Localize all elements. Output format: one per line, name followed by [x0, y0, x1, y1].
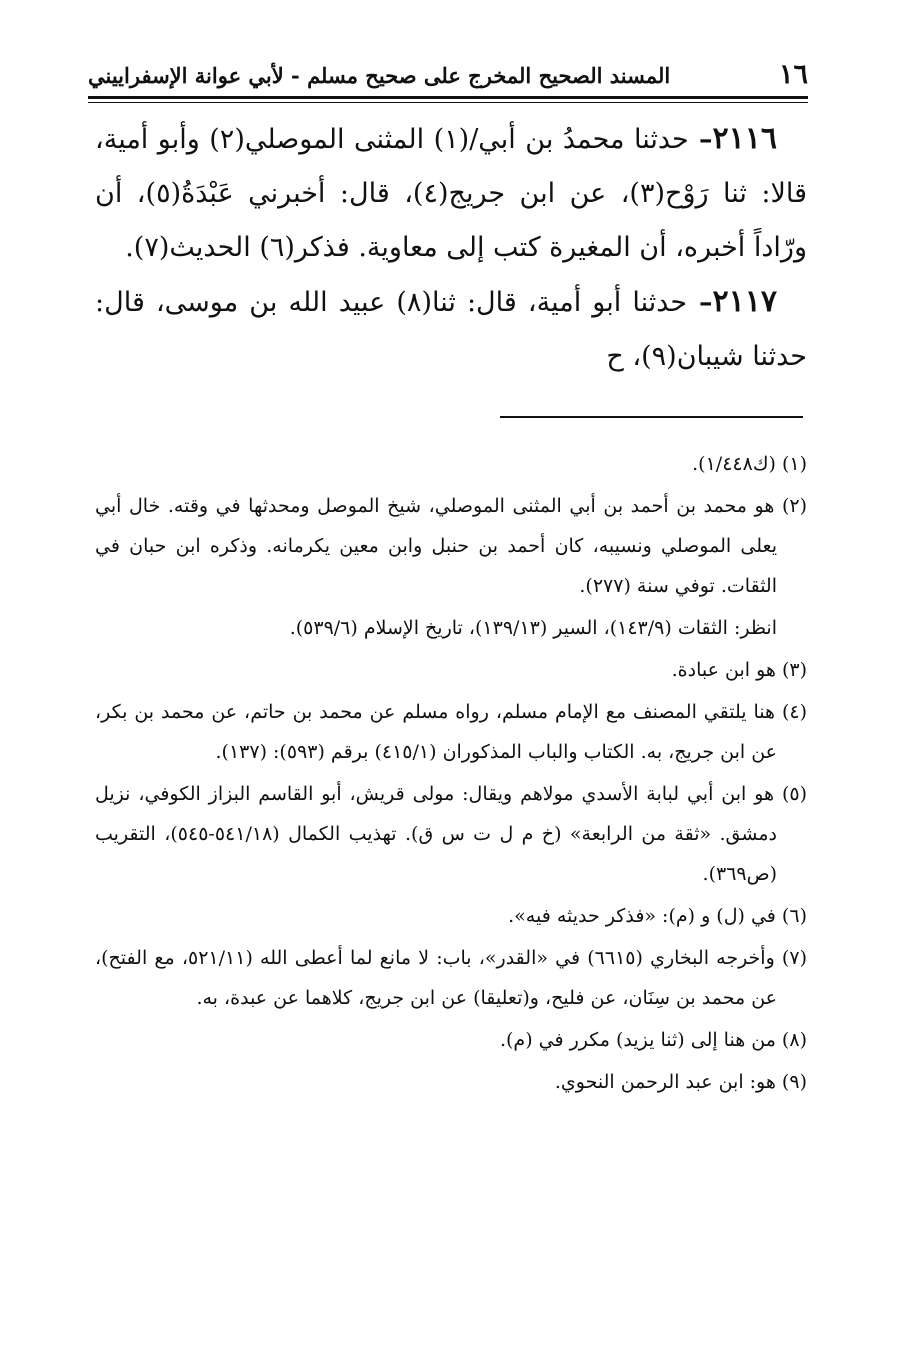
footnote: (٣) هو ابن عبادة. [671, 659, 807, 681]
main-text [95, 112, 807, 384]
footnote: (٦) في (ل) و (م): «فذكر حديثه فيه». [508, 905, 807, 927]
footnote: (٤) هنا يلتقي المصنف مع الإمام مسلم، رواه مسلم عن محمد بن حاتم، عن محمد بن بكر، عن ابن جريج، به. الكتاب والباب المذكوران (٤١٥/١) برقم (٥٩٣): (١٣٧). [95, 701, 807, 763]
page-header [88, 55, 808, 95]
page-number: ١٦ [778, 59, 808, 90]
hadith-dash: – [688, 124, 713, 155]
hadith-dash: – [687, 287, 713, 318]
hadith-text: حدثنا محمدُ بن أبي/(١) المثنى الموصلي(٢) وأبو أمية، قالا: ثنا رَوْح(٣)، عن ابن جريج(٤)، قال: أخبرني عَبْدَةُ(٥)، أن ورّاداً أخبره، أن المغيرة كتب إلى معاوية. فذكر(٦) الحديث(٧). [95, 124, 807, 263]
footnote: (٥) هو ابن أبي لبابة الأسدي مولاهم ويقال: مولى قريش، أبو القاسم البزاز الكوفي، نزيل دمشق. «ثقة من الرابعة» (خ م ل ت س ق). تهذيب الكمال (٥٤١/١٨-٥٤٥)، التقريب (ص٣٦٩). [95, 783, 807, 885]
hadith-text: حدثنا أبو أمية، قال: ثنا(٨) عبيد الله بن موسى، قال: حدثنا شيبان(٩)، ح [95, 287, 807, 372]
header-rule-thick [88, 96, 808, 99]
header-rule-thin [88, 102, 808, 103]
footnote-separator [500, 416, 803, 418]
hadith-number: ٢١١٧ [712, 284, 777, 319]
footnote: (١) (ك١/٤٤٨). [692, 453, 807, 475]
footnotes [95, 444, 807, 1104]
hadith-paragraph [95, 275, 807, 384]
footnote: (٩) هو: ابن عبد الرحمن النحوي. [554, 1071, 807, 1093]
footnote: (٢) هو محمد بن أحمد بن أبي المثنى الموصلي، شيخ الموصل ومحدثها في وقته. خال أبي يعلى الموصلي ونسيبه، كان أحمد بن حنبل وابن معين يكرمانه. وذكره ابن حبان في الثقات. توفي سنة (٢٧٧). [95, 495, 807, 597]
hadith-number: ٢١١٦ [712, 121, 777, 156]
footnote: (٨) من هنا إلى (ثنا يزيد) مكرر في (م). [499, 1029, 807, 1051]
footnote-continuation: انظر: الثقات (١٤٣/٩)، السير (١٣٩/١٣)، تاريخ الإسلام (٥٣٩/٦). [289, 617, 777, 639]
book-title: المسند الصحيح المخرج على صحيح مسلم - لأبي عوانة الإسفراييني [88, 63, 671, 88]
hadith-paragraph [95, 112, 807, 275]
footnote: (٧) وأخرجه البخاري (٦٦١٥) في «القدر»، باب: لا مانع لما أعطى الله (٥٢١/١١، مع الفتح)، عن محمد بن سِنَان، عن فليح، و(تعليقا) عن ابن جريج، كلاهما عن عبدة، به. [95, 947, 807, 1009]
